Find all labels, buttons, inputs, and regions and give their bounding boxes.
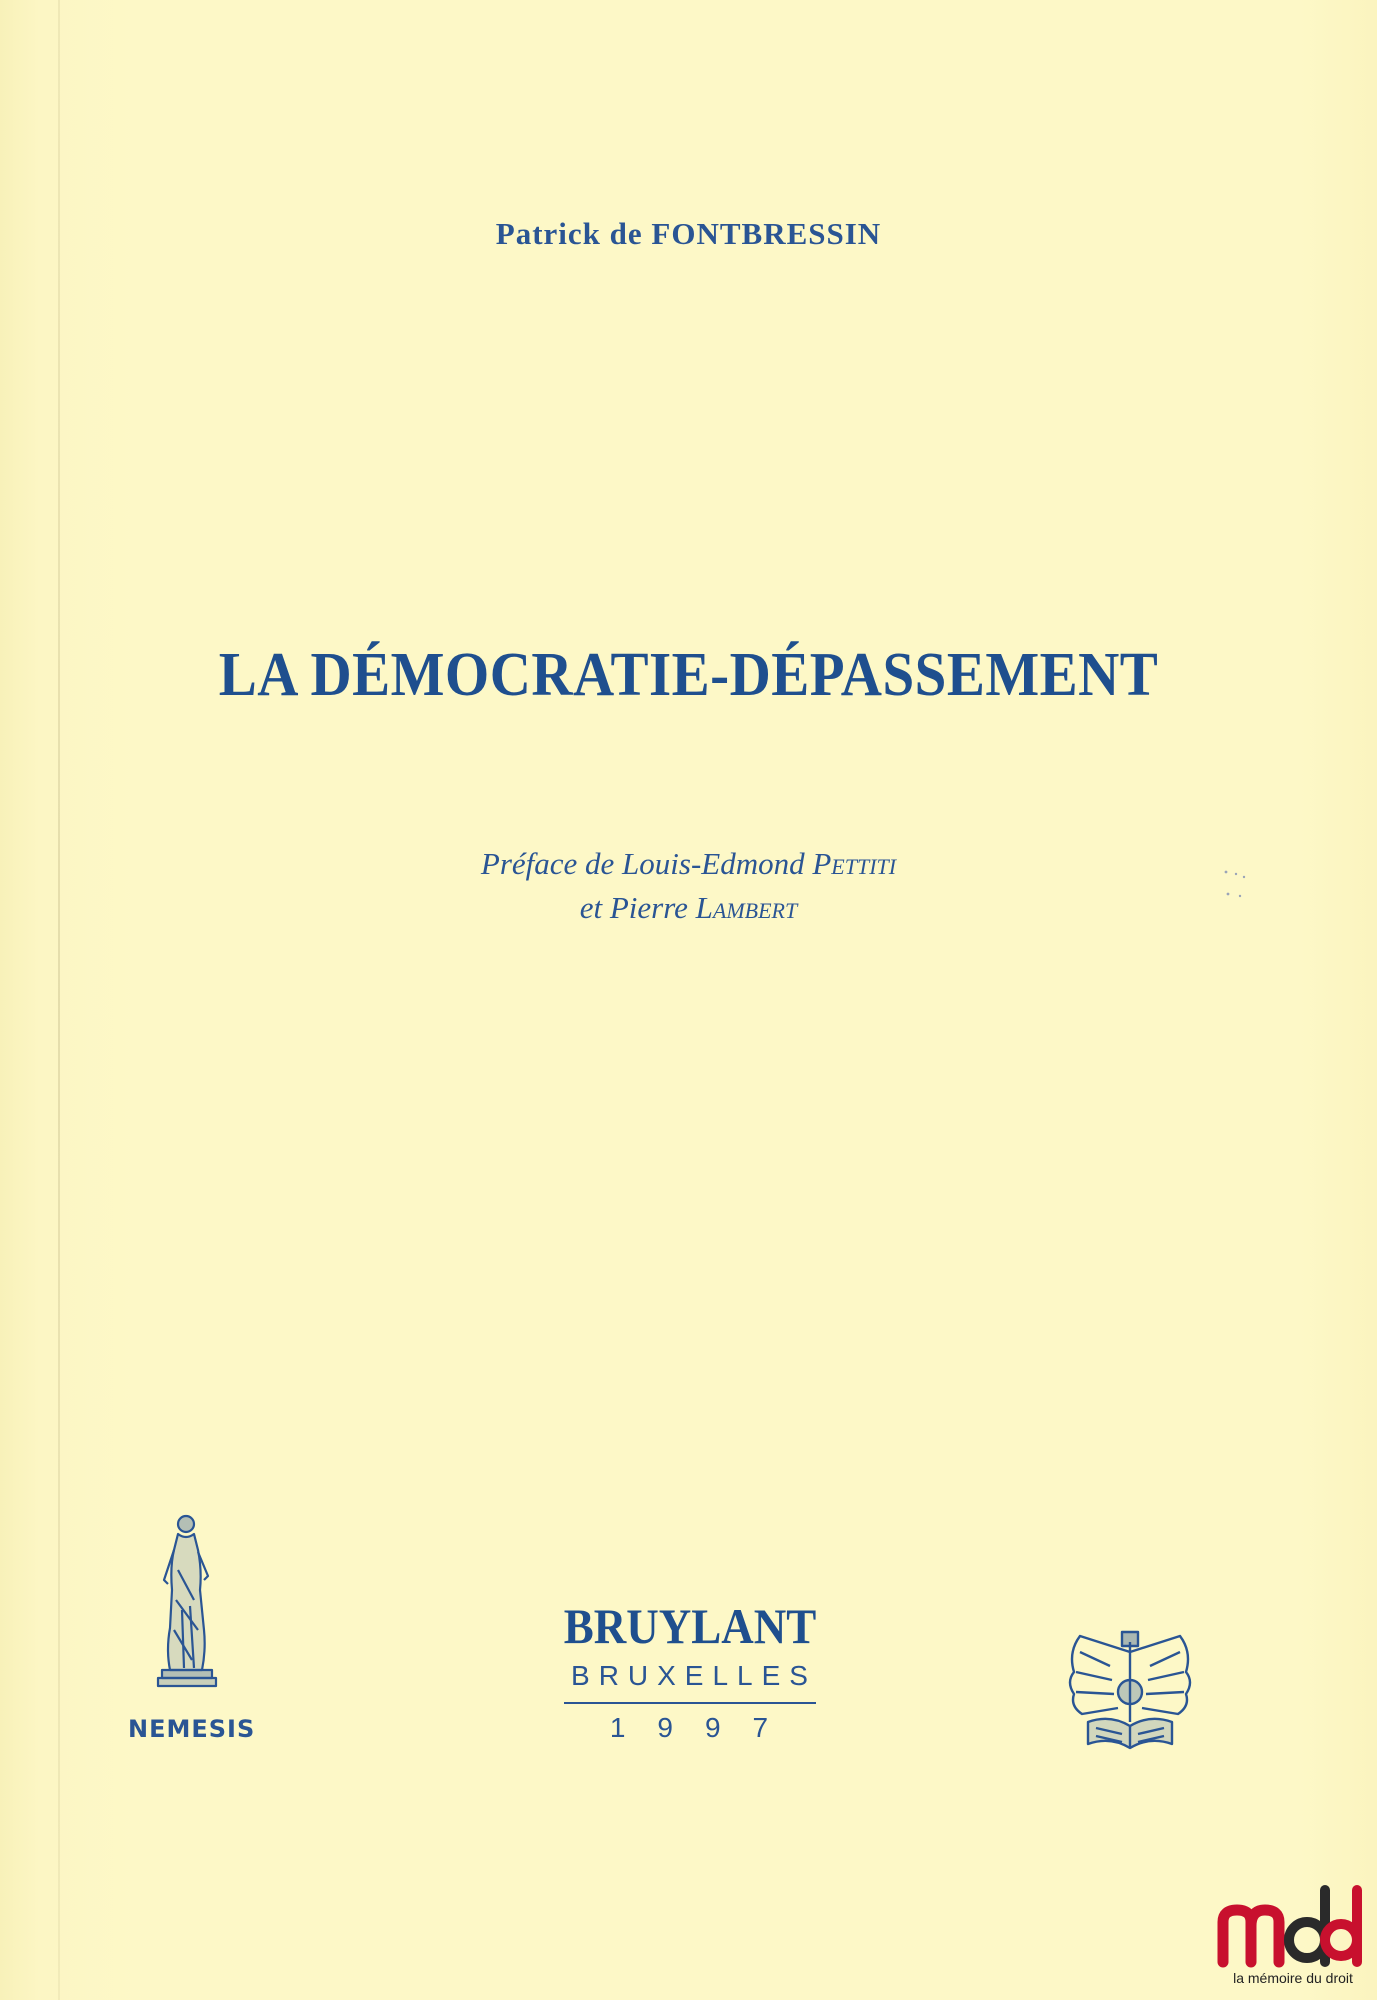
book-title: LA DÉMOCRATIE-DÉPASSEMENT: [218, 641, 1159, 709]
preface-author-1: Pettiti: [812, 846, 897, 881]
publication-year: 1997: [609, 1712, 801, 1743]
preface-credit: [0, 842, 1377, 930]
author-name: Patrick de FONTBRESSIN: [495, 216, 882, 251]
preface-line-2: [0, 886, 1377, 930]
publisher-name: BRUYLANT: [563, 1598, 817, 1654]
collection-label: NEMESIS: [128, 1715, 256, 1743]
publisher-city: BRUXELLES: [571, 1660, 817, 1691]
publisher-emblem-icon: [1060, 1622, 1200, 1752]
preface-author-2: Lambert: [695, 890, 798, 925]
preface-line-1: [0, 842, 1377, 886]
watermark-caption: la mémoire du droit: [1233, 1970, 1353, 1986]
publisher-divider: [564, 1702, 816, 1704]
spine-fold: [58, 0, 60, 2000]
preface-line-1-prefix: Préface de Louis-Edmond: [480, 846, 813, 881]
preface-line-2-prefix: et Pierre: [579, 890, 696, 925]
paper-speck-marks: [1222, 868, 1262, 908]
statue-icon: [148, 1510, 228, 1690]
publisher-block: [540, 1598, 840, 1744]
